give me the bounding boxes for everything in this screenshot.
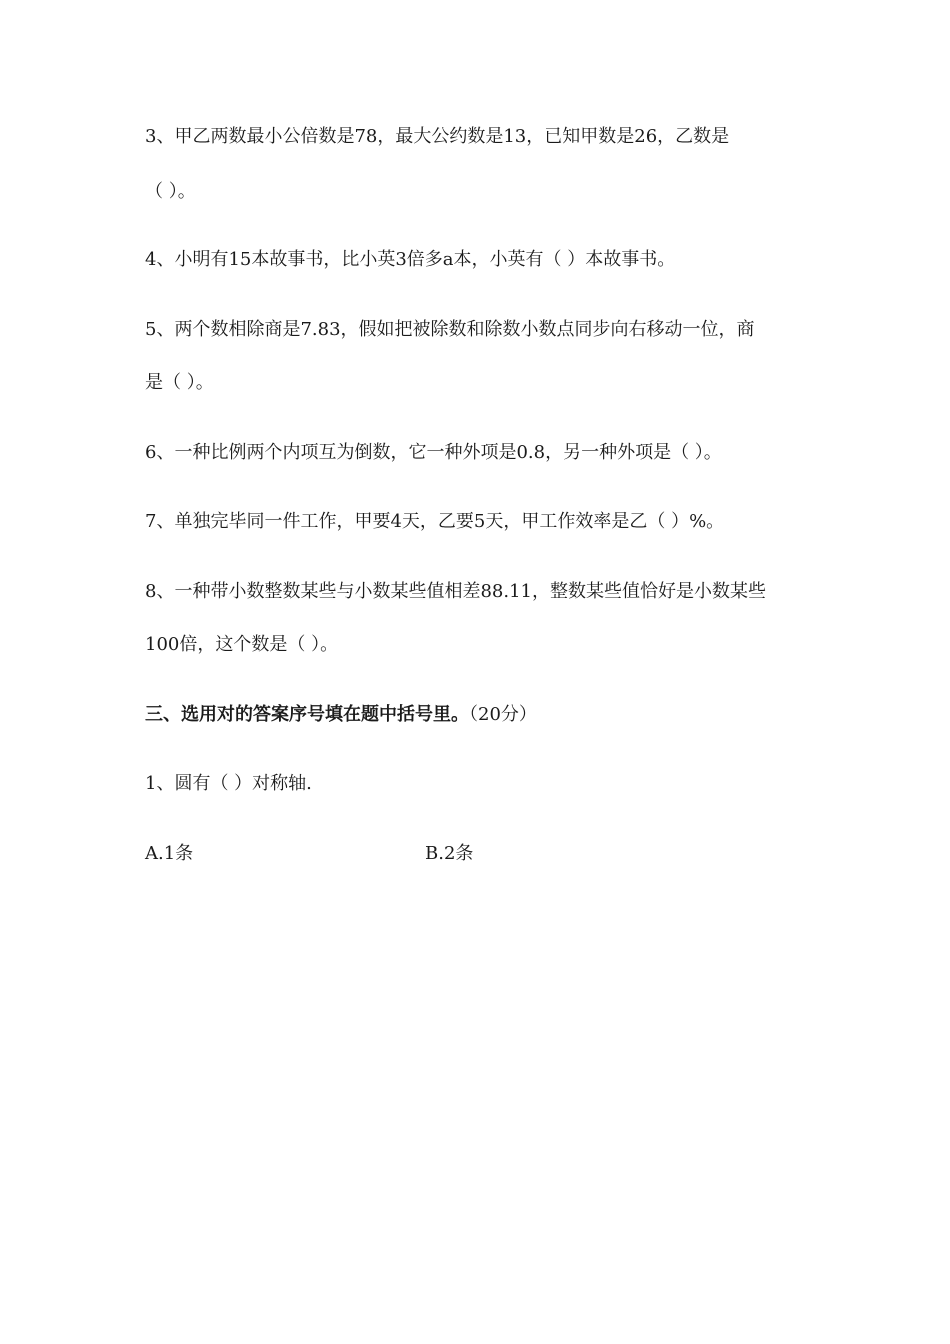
question-4-line-1: 4、小明有15本故事书，比小英3倍多a本，小英有（ ）本故事书。 [145,249,676,270]
section-3-heading [145,703,537,727]
mc-question-1-option-a: A.1条 [145,843,194,864]
question-3-line-1: 3、甲乙两数最小公倍数是78，最大公约数是13，已知甲数是26，乙数是 [145,126,730,147]
question-5-line-2: 是（ ）。 [145,372,214,393]
section-3-title: 三、选用对的答案序号填在题中括号里。 [145,704,469,725]
question-3-line-2: （ ）。 [145,181,196,202]
section-3-score: （20分） [469,704,537,725]
mc-question-1-stem: 1、圆有（ ）对称轴. [145,773,312,794]
mc-question-1-option-b: B.2条 [425,843,474,864]
question-7-line-1: 7、单独完毕同一件工作，甲要4天，乙要5天，甲工作效率是乙（ ）%。 [145,511,725,532]
question-8-line-2: 100倍，这个数是（ ）。 [145,634,339,655]
question-6-line-1: 6、一种比例两个内项互为倒数，它一种外项是0.8，另一种外项是（ ）。 [145,442,722,463]
question-5-line-1: 5、两个数相除商是7.83，假如把被除数和除数小数点同步向右移动一位，商 [145,319,755,340]
question-8-line-1: 8、一种带小数整数某些与小数某些值相差88.11，整数某些值恰好是小数某些 [145,581,766,602]
